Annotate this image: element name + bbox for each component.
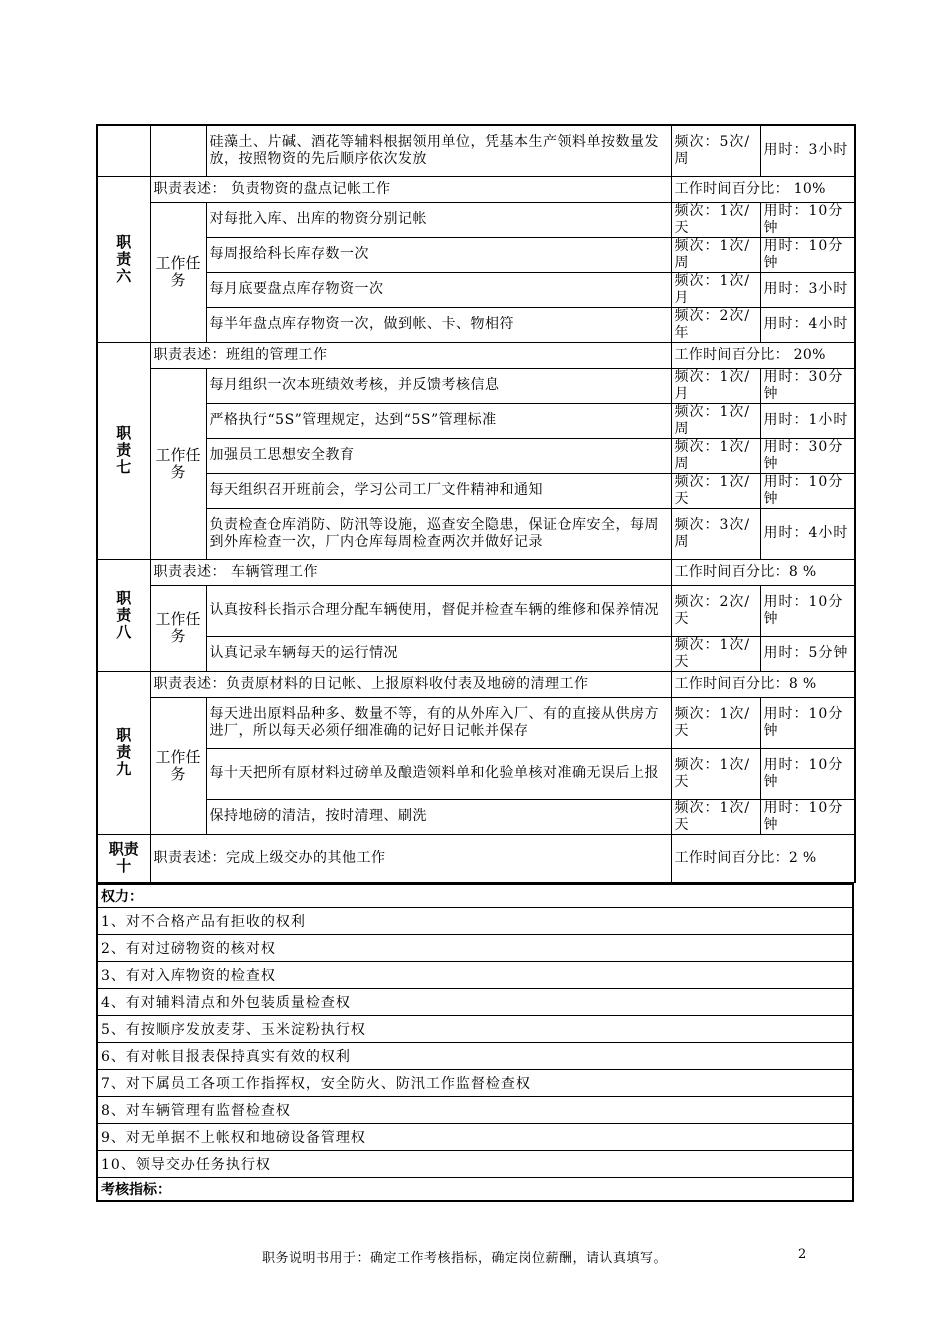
duty-description: 职责表述：负责原材料的日记帐、上报原料收付表及地磅的清理工作 bbox=[150, 671, 671, 697]
duty-nine-label: 职 责 九 bbox=[97, 671, 150, 834]
work-time-percentage: 工作时间百分比： 20% bbox=[671, 342, 855, 368]
task-frequency: 频次：1次/周 bbox=[671, 438, 760, 473]
duty-nine-desc-row bbox=[97, 671, 855, 697]
task-text: 每周报给科长库存数一次 bbox=[206, 237, 671, 272]
task-text: 保持地磅的清洁，按时清理、刷洗 bbox=[206, 799, 671, 834]
task-text: 认真记录车辆每天的运行情况 bbox=[206, 636, 671, 671]
task-time: 用时：1小时 bbox=[760, 403, 855, 438]
rights-table bbox=[96, 883, 854, 1202]
task-frequency: 频次：1次/天 bbox=[671, 697, 760, 748]
task-text: 对每批入库、出库的物资分别记帐 bbox=[206, 202, 671, 237]
duties-table bbox=[96, 124, 856, 883]
duty-label-empty bbox=[97, 125, 150, 176]
work-time-percentage: 工作时间百分比： 10% bbox=[671, 176, 855, 202]
task-time: 用时：5分钟 bbox=[760, 636, 855, 671]
rights-item: 10、领导交办任务执行权 bbox=[97, 1150, 853, 1177]
rights-item: 4、有对辅料清点和外包装质量检查权 bbox=[97, 988, 853, 1015]
work-time-percentage: 工作时间百分比：2 % bbox=[671, 834, 855, 882]
task-frequency: 频次：1次/天 bbox=[671, 748, 760, 799]
task-row bbox=[97, 403, 855, 438]
duty-eight-desc-row bbox=[97, 559, 855, 585]
task-row bbox=[97, 748, 855, 799]
task-row bbox=[97, 473, 855, 508]
continued-task-row bbox=[97, 125, 855, 176]
task-text: 每月底要盘点库存物资一次 bbox=[206, 272, 671, 307]
task-frequency: 频次：2次/年 bbox=[671, 307, 760, 342]
task-time: 用时：3小时 bbox=[760, 272, 855, 307]
task-text: 每天组织召开班前会，学习公司工厂文件精神和通知 bbox=[206, 473, 671, 508]
task-time: 用时：4小时 bbox=[760, 307, 855, 342]
rights-item: 5、有按顺序发放麦芽、玉米淀粉执行权 bbox=[97, 1015, 853, 1042]
work-task-label: 工作任务 bbox=[150, 202, 206, 342]
duty-seven-label: 职 责 七 bbox=[97, 342, 150, 559]
duty-description: 职责表述： 负责物资的盘点记帐工作 bbox=[150, 176, 671, 202]
task-text: 每十天把所有原材料过磅单及酿造领料单和化验单核对准确无误后上报 bbox=[206, 748, 671, 799]
task-text: 硅藻土、片碱、酒花等辅料根据领用单位，凭基本生产领料单按数量发放，按照物资的先后顺序依次发放 bbox=[206, 125, 671, 176]
task-row bbox=[97, 237, 855, 272]
task-time: 用时：10分钟 bbox=[760, 748, 855, 799]
task-row bbox=[97, 585, 855, 636]
work-time-percentage: 工作时间百分比：8 % bbox=[671, 671, 855, 697]
task-row bbox=[97, 272, 855, 307]
task-frequency: 频次：1次/天 bbox=[671, 799, 760, 834]
task-time: 用时：30分钟 bbox=[760, 438, 855, 473]
duty-six-desc-row bbox=[97, 176, 855, 202]
task-time: 用时：10分钟 bbox=[760, 237, 855, 272]
task-row bbox=[97, 799, 855, 834]
job-description-page bbox=[96, 124, 854, 1202]
task-time: 用时：10分钟 bbox=[760, 585, 855, 636]
duty-description: 职责表述： 车辆管理工作 bbox=[150, 559, 671, 585]
task-time: 用时：4小时 bbox=[760, 508, 855, 559]
work-task-label: 工作任务 bbox=[150, 697, 206, 834]
task-time: 用时：10分钟 bbox=[760, 697, 855, 748]
task-text: 每天进出原料品种多、数量不等，有的从外库入厂、有的直接从供房方进厂，所以每天必须仔细准确的记好日记帐并保存 bbox=[206, 697, 671, 748]
rights-item: 9、对无单据不上帐权和地磅设备管理权 bbox=[97, 1123, 853, 1150]
task-time: 用时：30分钟 bbox=[760, 368, 855, 403]
task-text: 负责检查仓库消防、防汛等设施，巡查安全隐患，保证仓库安全，每周到外库检查一次，厂内仓库每周检查两次并做好记录 bbox=[206, 508, 671, 559]
rights-header: 权力： bbox=[97, 884, 853, 908]
task-time: 用时：10分钟 bbox=[760, 799, 855, 834]
work-time-percentage: 工作时间百分比：8 % bbox=[671, 559, 855, 585]
task-frequency: 频次：1次/天 bbox=[671, 202, 760, 237]
task-text: 每月组织一次本班绩效考核，并反馈考核信息 bbox=[206, 368, 671, 403]
duty-description: 职责表述：完成上级交办的其他工作 bbox=[150, 834, 671, 882]
task-row bbox=[97, 202, 855, 237]
task-frequency: 频次：1次/月 bbox=[671, 368, 760, 403]
task-row bbox=[97, 438, 855, 473]
work-task-label: 工作任务 bbox=[150, 585, 206, 671]
rights-item: 7、对下属员工各项工作指挥权，安全防火、防汛工作监督检查权 bbox=[97, 1069, 853, 1096]
kpi-header: 考核指标： bbox=[97, 1177, 853, 1201]
task-frequency: 频次：1次/周 bbox=[671, 403, 760, 438]
task-frequency: 频次：1次/天 bbox=[671, 473, 760, 508]
work-task-label: 工作任务 bbox=[150, 368, 206, 559]
task-frequency: 频次：1次/月 bbox=[671, 272, 760, 307]
task-text: 认真按科长指示合理分配车辆使用，督促并检查车辆的维修和保养情况 bbox=[206, 585, 671, 636]
task-time: 用时：3小时 bbox=[760, 125, 855, 176]
rights-item: 2、有对过磅物资的核对权 bbox=[97, 934, 853, 961]
task-time: 用时：10分钟 bbox=[760, 473, 855, 508]
task-text: 加强员工思想安全教育 bbox=[206, 438, 671, 473]
duty-ten-row bbox=[97, 834, 855, 882]
rights-item: 1、对不合格产品有拒收的权利 bbox=[97, 907, 853, 934]
footer-note: 职务说明书用于：确定工作考核指标，确定岗位薪酬，请认真填写。 bbox=[262, 1251, 668, 1266]
task-text: 每半年盘点库存物资一次，做到帐、卡、物相符 bbox=[206, 307, 671, 342]
task-frequency: 频次：5次/周 bbox=[671, 125, 760, 176]
task-row bbox=[97, 307, 855, 342]
task-text: 严格执行“5S”管理规定，达到“5S”管理标准 bbox=[206, 403, 671, 438]
duty-eight-label: 职 责 八 bbox=[97, 559, 150, 671]
duty-description: 职责表述：班组的管理工作 bbox=[150, 342, 671, 368]
task-row bbox=[97, 636, 855, 671]
rights-item: 8、对车辆管理有监督检查权 bbox=[97, 1096, 853, 1123]
duty-seven-desc-row bbox=[97, 342, 855, 368]
task-frequency: 频次：2次/天 bbox=[671, 585, 760, 636]
task-row bbox=[97, 697, 855, 748]
task-time: 用时：10分钟 bbox=[760, 202, 855, 237]
task-frequency: 频次：3次/周 bbox=[671, 508, 760, 559]
task-row bbox=[97, 508, 855, 559]
page-number: 2 bbox=[798, 1247, 807, 1262]
duty-ten-label: 职责 十 bbox=[97, 834, 150, 882]
task-frequency: 频次：1次/周 bbox=[671, 237, 760, 272]
task-label-empty bbox=[150, 125, 206, 176]
rights-item: 6、有对帐目报表保持真实有效的权利 bbox=[97, 1042, 853, 1069]
task-frequency: 频次：1次/天 bbox=[671, 636, 760, 671]
task-row bbox=[97, 368, 855, 403]
rights-item: 3、有对入库物资的检查权 bbox=[97, 961, 853, 988]
duty-six-label: 职 责 六 bbox=[97, 176, 150, 342]
